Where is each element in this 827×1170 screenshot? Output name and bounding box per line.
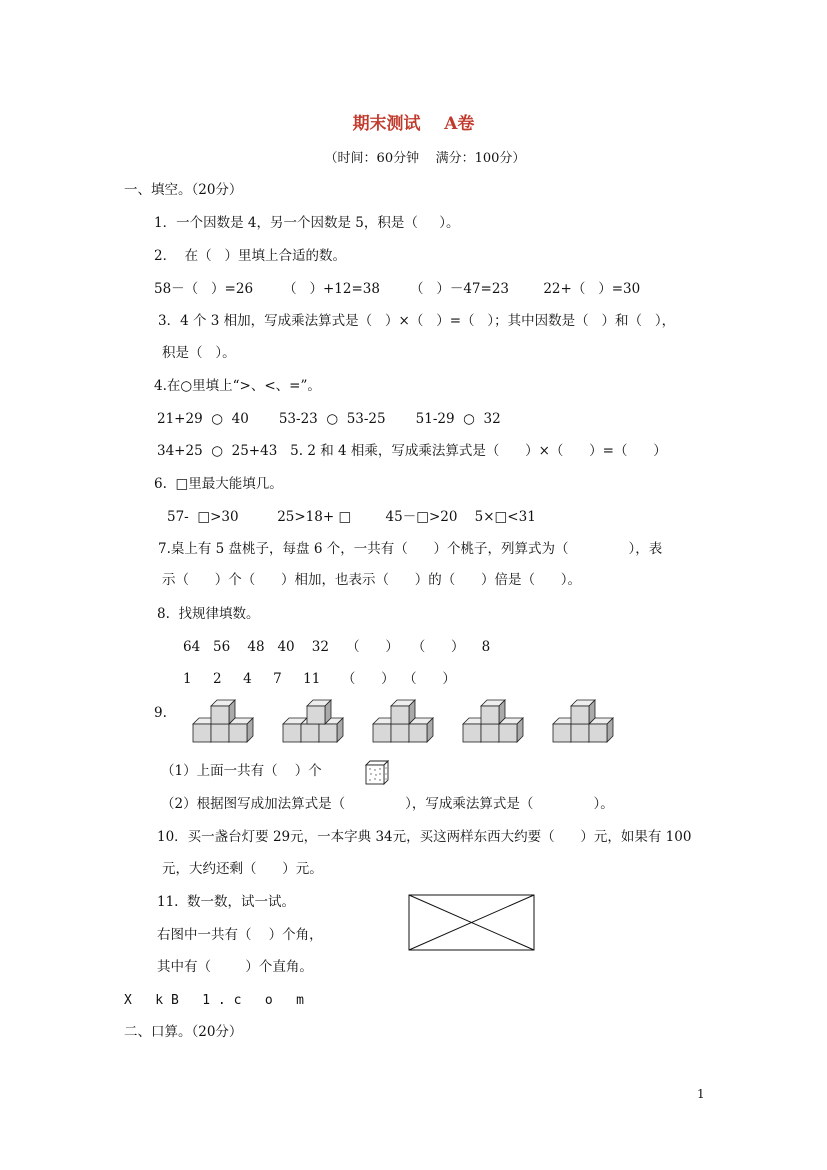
rectangle-diagonals-figure <box>408 894 536 952</box>
question-10-line2: 元，大约还剩（ ）元。 <box>162 861 323 877</box>
question-10-line1: 10．买一盏台灯要 29元，一本字典 34元，买这两样东西大约要（ ）元，如果有 100 <box>157 829 692 845</box>
section-1-heading: 一、填空。（20分） <box>124 182 243 198</box>
question-9: 9. <box>154 705 167 721</box>
question-8-line1: 64 56 48 40 32 （ ） （ ） 8 <box>183 639 491 655</box>
question-6: 6. □里最大能填几。 <box>154 476 283 492</box>
question-8: 8. 找规律填数。 <box>157 606 260 622</box>
cube-group-3 <box>373 700 433 742</box>
section-2-heading: 二、口算。（20分） <box>124 1024 243 1040</box>
single-cube-icon <box>365 760 391 786</box>
question-4-line1: 21+29 ○ 40 53-23 ○ 53-25 51-29 ○ 32 <box>157 411 501 427</box>
question-1: 1．一个因数是 4，另一个因数是 5，积是（ ）。 <box>154 215 460 231</box>
page-title: 期末测试 A卷 <box>352 114 475 134</box>
cube-group-2 <box>283 700 343 742</box>
question-7-line2: 示（ ）个（ ）相加，也表示（ ）的（ ）倍是（ ）。 <box>162 572 581 588</box>
question-4: 4.在○里填上“>、<、=”。 <box>154 378 321 394</box>
question-7-line1: 7.桌上有 5 盘桃子，每盘 6 个，一共有（ ）个桃子，列算式为（ ），表 <box>158 541 663 557</box>
question-2: 2． 在（ ）里填上合适的数。 <box>154 248 347 264</box>
cube-group-5 <box>553 700 613 742</box>
question-2-line: 58－（ ）=26 （ ）+12=38 （ ）－47=23 22+（ ）=30 <box>154 281 641 297</box>
question-4-line2: 34+25 ○ 25+43 5. 2 和 4 相乘，写成乘法算式是（ ）×（ ）=（ ） <box>157 443 667 459</box>
question-9-part2: （2）根据图写成加法算式是（ ），写成乘法算式是（ ）。 <box>161 796 614 812</box>
question-6-line: 57- □>30 25>18+ □ 45－□>20 5×□<31 <box>167 509 536 525</box>
question-3-line1: 3．4 个 3 相加，写成乘法算式是（ ）×（ ）=（ ）；其中因数是（ ）和（ ）， <box>158 313 676 329</box>
cube-group-4 <box>463 700 523 742</box>
cube-figures <box>185 690 655 750</box>
question-9-part1: （1）上面一共有（ ）个 <box>161 763 322 779</box>
page-subtitle: （时间：60分钟 满分：100分） <box>324 151 526 166</box>
question-11-line3: 其中有（ ）个直角。 <box>157 959 313 975</box>
watermark-text: X k B 1 . c o m <box>124 993 305 1008</box>
page-number: 1 <box>697 1087 705 1101</box>
question-8-line2: 1 2 4 7 11 （ ） （ ） <box>183 671 456 687</box>
question-11-line2: 右图中一共有（ ）个角， <box>157 927 323 943</box>
question-3-line2: 积是（ ）。 <box>162 345 236 361</box>
cube-group-1 <box>193 700 253 742</box>
question-11: 11. 数一数，试一试。 <box>157 894 296 910</box>
